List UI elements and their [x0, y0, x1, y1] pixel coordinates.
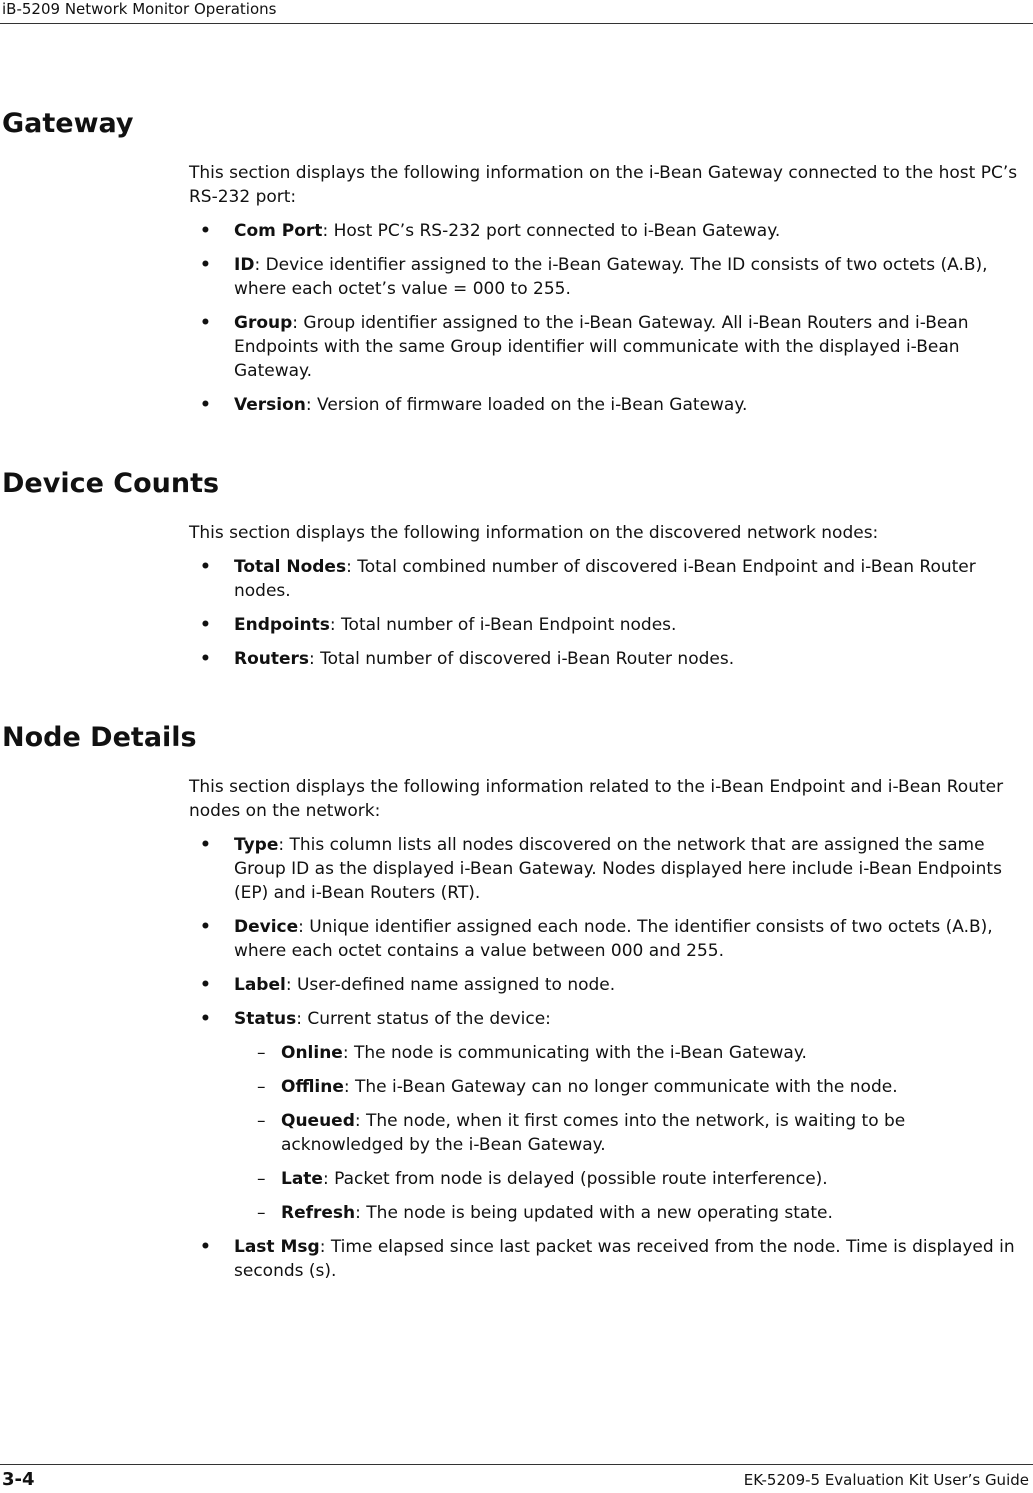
term: Late: [281, 1169, 323, 1189]
definition: : Version of firmware loaded on the i-Bean Gateway.: [305, 395, 748, 415]
section-gateway: [0, 100, 1033, 417]
definition: : Total number of i-Bean Endpoint nodes.: [329, 615, 677, 635]
section-intro: This section displays the following information related to the i-Bean Endpoint and i-Bean Router nodes on the network:: [189, 777, 1004, 821]
bullet-icon: •: [200, 255, 211, 275]
bullet-icon: •: [200, 1009, 211, 1029]
bullet-icon: •: [200, 557, 211, 577]
section-spacer: [0, 427, 1033, 460]
definition: : Packet from node is delayed (possible route interference).: [322, 1169, 828, 1189]
term: Routers: [234, 649, 310, 669]
list-item: [200, 393, 1029, 417]
definition: : Time elapsed since last packet was received from the node. Time is displayed in seconds (s).: [234, 1237, 1015, 1281]
status-item: [257, 1075, 981, 1099]
dash-icon: –: [257, 1043, 266, 1063]
term: ID: [234, 255, 255, 275]
term: Type: [234, 835, 279, 855]
dash-icon: –: [257, 1111, 266, 1131]
list-item: [200, 915, 1029, 963]
dash-icon: –: [257, 1077, 266, 1097]
definition: : The i-Bean Gateway can no longer communicate with the node.: [343, 1077, 898, 1097]
term: Version: [234, 395, 306, 415]
page-number: 3-4: [2, 1469, 35, 1490]
section-intro: This section displays the following information on the discovered network nodes:: [189, 523, 879, 543]
bullet-list: [0, 219, 1033, 417]
list-item: [200, 647, 1029, 671]
list-item: [200, 311, 1029, 383]
bullet-icon: •: [200, 615, 211, 635]
list-item: [200, 253, 1029, 301]
term: Refresh: [281, 1203, 356, 1223]
definition: : The node is being updated with a new operating state.: [355, 1203, 833, 1223]
page-content: [0, 100, 1033, 1293]
term: Offline: [281, 1077, 344, 1097]
bullet-list: [0, 833, 1033, 1283]
definition: : This column lists all nodes discovered on the network that are assigned the same Group ID as the displayed i-Bean Gateway. Nodes displayed here include i-Bean Endpoints (EP) and i-Bean Routers (RT).: [234, 835, 1002, 903]
running-header: iB-5209 Network Monitor Operations: [2, 0, 277, 18]
definition: : Host PC’s RS-232 port connected to i-Bean Gateway.: [322, 221, 781, 241]
term: Device: [234, 917, 299, 937]
dash-icon: –: [257, 1169, 266, 1189]
section-device-counts: [0, 460, 1033, 671]
status-item: [257, 1109, 981, 1157]
bullet-list: [0, 555, 1033, 671]
status-item: [257, 1201, 981, 1225]
term: Endpoints: [234, 615, 330, 635]
term: Group: [234, 313, 293, 333]
footer-rule: [0, 1464, 1033, 1465]
definition: : Total combined number of discovered i-Bean Endpoint and i-Bean Router nodes.: [234, 557, 976, 601]
list-item: [200, 1235, 1029, 1283]
term: Com Port: [234, 221, 323, 241]
document-title: EK-5209-5 Evaluation Kit User’s Guide: [743, 1471, 1029, 1489]
section-intro: This section displays the following information on the i-Bean Gateway connected to the host PC’s RS-232 port:: [189, 163, 1018, 207]
bullet-icon: •: [200, 1237, 211, 1257]
definition: : Group identifier assigned to the i-Bean Gateway. All i-Bean Routers and i-Bean Endpoints with the same Group identifier will communicate with the displayed i-Bean Gateway.: [234, 313, 969, 381]
term: Label: [234, 975, 286, 995]
term: Last Msg: [234, 1237, 320, 1257]
definition: : Unique identifier assigned each node. The identifier consists of two octets (A.B), where each octet contains a value between 000 and 255.: [234, 917, 993, 961]
status-sublist: [234, 1041, 1029, 1225]
definition: : User-defined name assigned to node.: [285, 975, 616, 995]
status-item: [257, 1167, 981, 1191]
bullet-icon: •: [200, 221, 211, 241]
term: Queued: [281, 1111, 355, 1131]
definition: : The node, when it first comes into the network, is waiting to be acknowledged by the i-Bean Gateway.: [281, 1111, 906, 1155]
section-node-details: [0, 714, 1033, 1283]
list-item: [200, 973, 1029, 997]
dash-icon: –: [257, 1203, 266, 1223]
bullet-icon: •: [200, 917, 211, 937]
list-item: [200, 833, 1029, 905]
section-title: Node Details: [2, 722, 197, 753]
list-item: [200, 613, 1029, 637]
definition: : Device identifier assigned to the i-Bean Gateway. The ID consists of two octets (A.B), where each octet’s value = 000 to 255.: [234, 255, 988, 299]
term: Online: [281, 1043, 343, 1063]
section-spacer: [0, 681, 1033, 714]
definition: : Total number of discovered i-Bean Router nodes.: [309, 649, 735, 669]
header-rule: [0, 23, 1033, 24]
bullet-icon: •: [200, 649, 211, 669]
list-item: [200, 1007, 1029, 1225]
bullet-icon: •: [200, 835, 211, 855]
status-item: [257, 1041, 981, 1065]
list-item: [200, 555, 1029, 603]
term: Total Nodes: [234, 557, 347, 577]
section-title: Device Counts: [2, 468, 220, 499]
definition: : Current status of the device:: [296, 1009, 551, 1029]
bullet-icon: •: [200, 975, 211, 995]
bullet-icon: •: [200, 313, 211, 333]
list-item: [200, 219, 1029, 243]
term: Status: [234, 1009, 297, 1029]
definition: : The node is communicating with the i-Bean Gateway.: [342, 1043, 807, 1063]
bullet-icon: •: [200, 395, 211, 415]
section-title: Gateway: [2, 108, 134, 139]
